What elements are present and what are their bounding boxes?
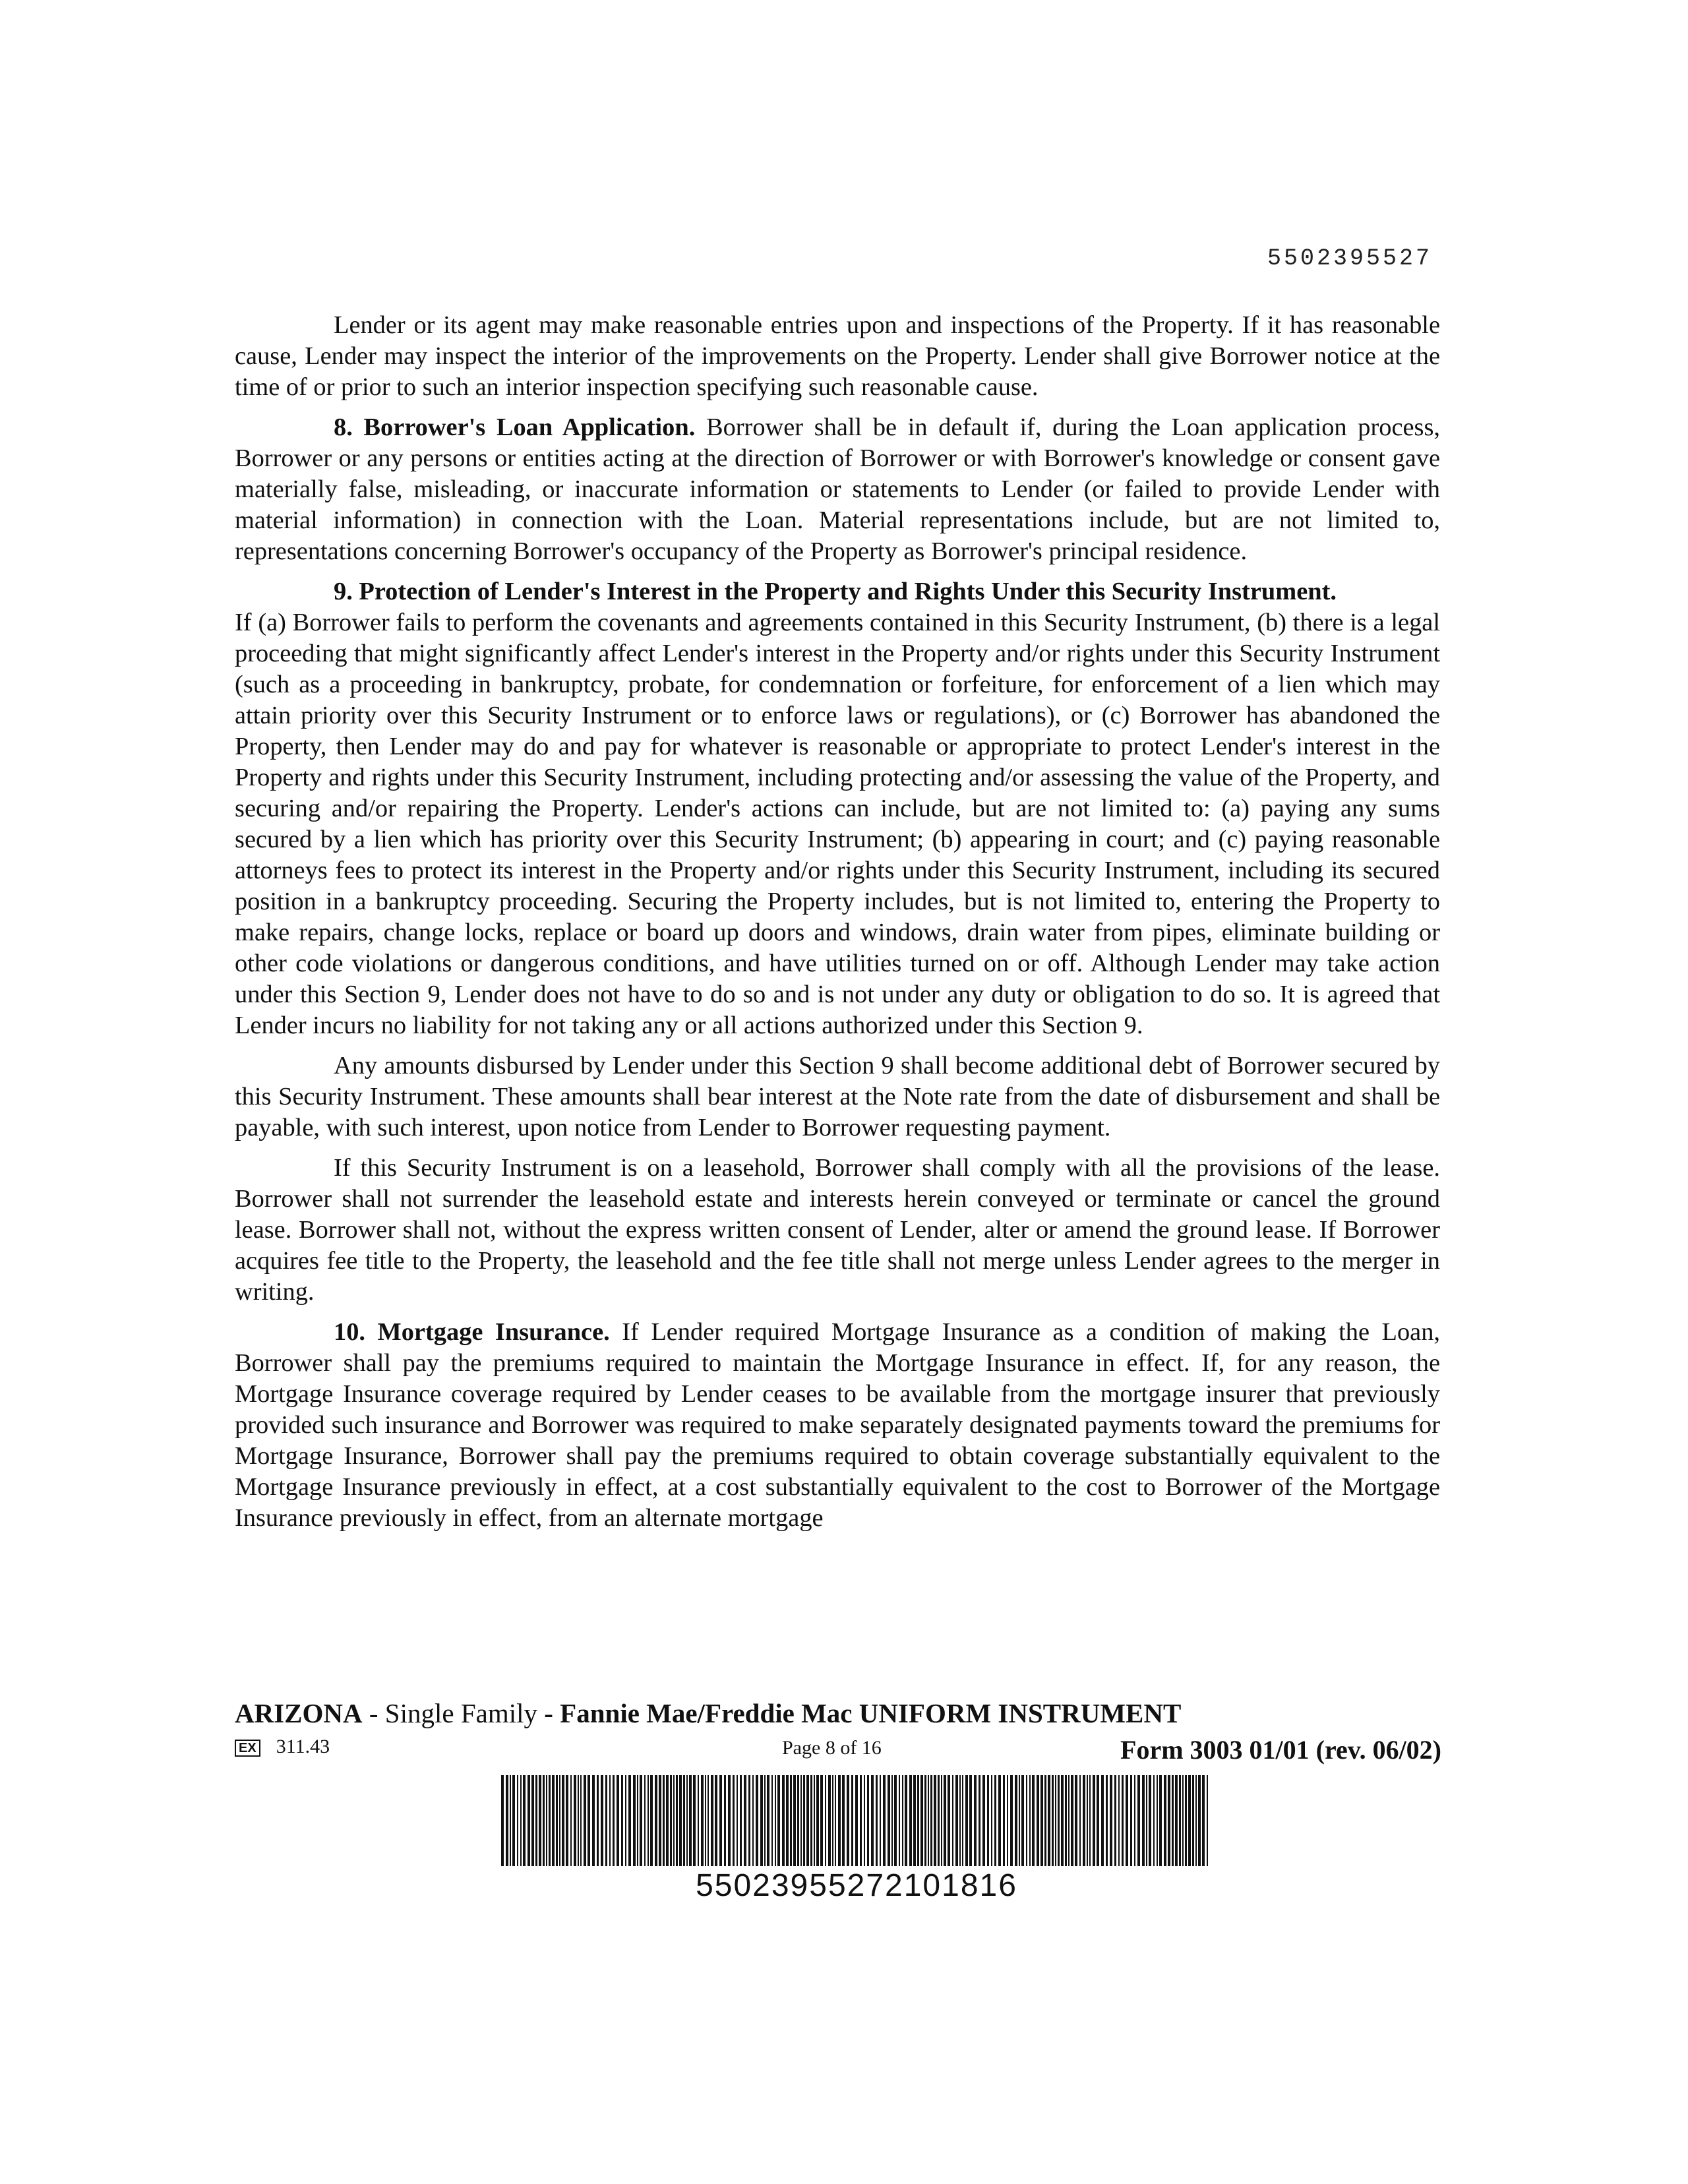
section-10-body: If Lender required Mortgage Insurance as a condition of making the Loan, Borrower shall pay the premiums required to maintain the Mortgage Insurance in effect. If, for any reason, the Mortgage Insurance coverage required by Lender ceases to be available from the mortgage insurer that previously provided such insurance and Borrower was required to make separately designated payments toward the premiums for Mortgage Insurance, Borrower shall pay the premiums required to obtain coverage substantially equivalent to the Mortgage Insurance previously in effect, at a cost substantially equivalent to the cost to Borrower of the Mortgage Insurance previously in effect, from an alternate mortgage (235, 1318, 1440, 1532)
inspection-paragraph (235, 310, 1440, 403)
section-8 (235, 412, 1440, 567)
footer-separator-1: - (362, 1698, 385, 1728)
section-9-heading-line (235, 576, 1440, 607)
form-code (235, 1736, 330, 1758)
form-id: Form 3003 01/01 (rev. 06/02) (1120, 1735, 1441, 1765)
section-10-heading: 10. Mortgage Insurance. (334, 1318, 610, 1346)
section-9-body: If (a) Borrower fails to perform the covenants and agreements contained in this Security Instrument, (b) there is a legal proceeding that might significantly affect Lender's interest in the Property and/or rights under this Security Instrument (such as a proceeding in bankruptcy, probate, for condemnation or forfeiture, for enforcement of a lien which may attain priority over this Security Instrument or to enforce laws or regulations), or (c) Borrower has abandoned the Property, then Lender may do and pay for whatever is reasonable or appropriate to protect Lender's interest in the Property and rights under this Security Instrument, including protecting and/or assessing the value of the Property, and securing and/or repairing the Property. Lender's actions can include, but are not limited to: (a) paying any sums secured by a lien which has priority over this Security Instrument; (b) appearing in court; and (c) paying reasonable attorneys fees to protect its interest in the Property and/or rights under this Security Instrument, including its secured position in a bankruptcy proceeding. Securing the Property includes, but is not limited to, entering the Property to make repairs, change locks, replace or board up doors and windows, drain water from pipes, eliminate building or other code violations or dangerous conditions, and have utilities turned on or off. Although Lender may take action under this Section 9, Lender does not have to do so and is not under any duty or obligation to do so. It is agreed that Lender incurs no liability for not taking any or all actions authorized under this Section 9. (235, 609, 1440, 1039)
section-8-heading: 8. Borrower's Loan Application. (334, 413, 696, 441)
amounts-paragraph (235, 1050, 1440, 1143)
footer-state: ARIZONA (235, 1698, 363, 1728)
leasehold-paragraph (235, 1153, 1440, 1308)
leasehold-text: If this Security Instrument is on a leasehold, Borrower shall comply with all the provisions of the lease. Borrower shall not surrender the leasehold estate and interests herein conveyed or terminate or cancel the ground lease. Borrower shall not, without the express written consent of Lender, alter or amend the ground lease. If Borrower acquires fee title to the Property, the leasehold and the fee title shall not merge unless Lender agrees to the merger in writing. (235, 1154, 1440, 1306)
amounts-text: Any amounts disbursed by Lender under this Section 9 shall become additional debt of Borrower secured by this Security Instrument. These amounts shall bear interest at the Note rate from the date of disbursement and shall be payable, with such interest, upon notice from Lender to Borrower requesting payment. (235, 1052, 1440, 1141)
section-8-body: Borrower shall be in default if, during the Loan application process, Borrower or any persons or entities acting at the direction of Borrower or with Borrower's knowledge or consent gave materially false, misleading, or inaccurate information or statements to Lender (or failed to provide Lender with material information) in connection with the Loan. Material representations include, but are not limited to, representations concerning Borrower's occupancy of the Property as Borrower's principal residence. (235, 413, 1440, 565)
footer-title (235, 1697, 1181, 1729)
page-number: Page 8 of 16 (782, 1737, 882, 1759)
publisher-logo-icon: EX (235, 1740, 260, 1757)
document-body (235, 310, 1440, 1543)
section-9-heading: 9. Protection of Lender's Interest in the Property and Rights Under this Security Instrument. (334, 578, 1337, 605)
section-9 (235, 607, 1440, 1041)
footer-family: Single Family (384, 1698, 538, 1728)
form-code-number: 311.43 (276, 1736, 330, 1757)
inspection-text: Lender or its agent may make reasonable entries upon and inspections of the Property. If it has reasonable cause, Lender may inspect the interior of the improvements on the Property. Lender shall give Borrower notice at the time of or prior to such an interior inspection specifying such reasonable cause. (235, 311, 1440, 401)
barcode-number: 55023955272101816 (696, 1868, 1017, 1903)
section-10 (235, 1317, 1440, 1534)
footer-instrument: Fannie Mae/Freddie Mac UNIFORM INSTRUMENT (560, 1698, 1182, 1728)
barcode-icon (501, 1775, 1212, 1866)
footer-row (235, 1734, 1441, 1763)
footer-separator-2: - (537, 1698, 560, 1728)
loan-number: 5502395527 (1267, 245, 1432, 272)
